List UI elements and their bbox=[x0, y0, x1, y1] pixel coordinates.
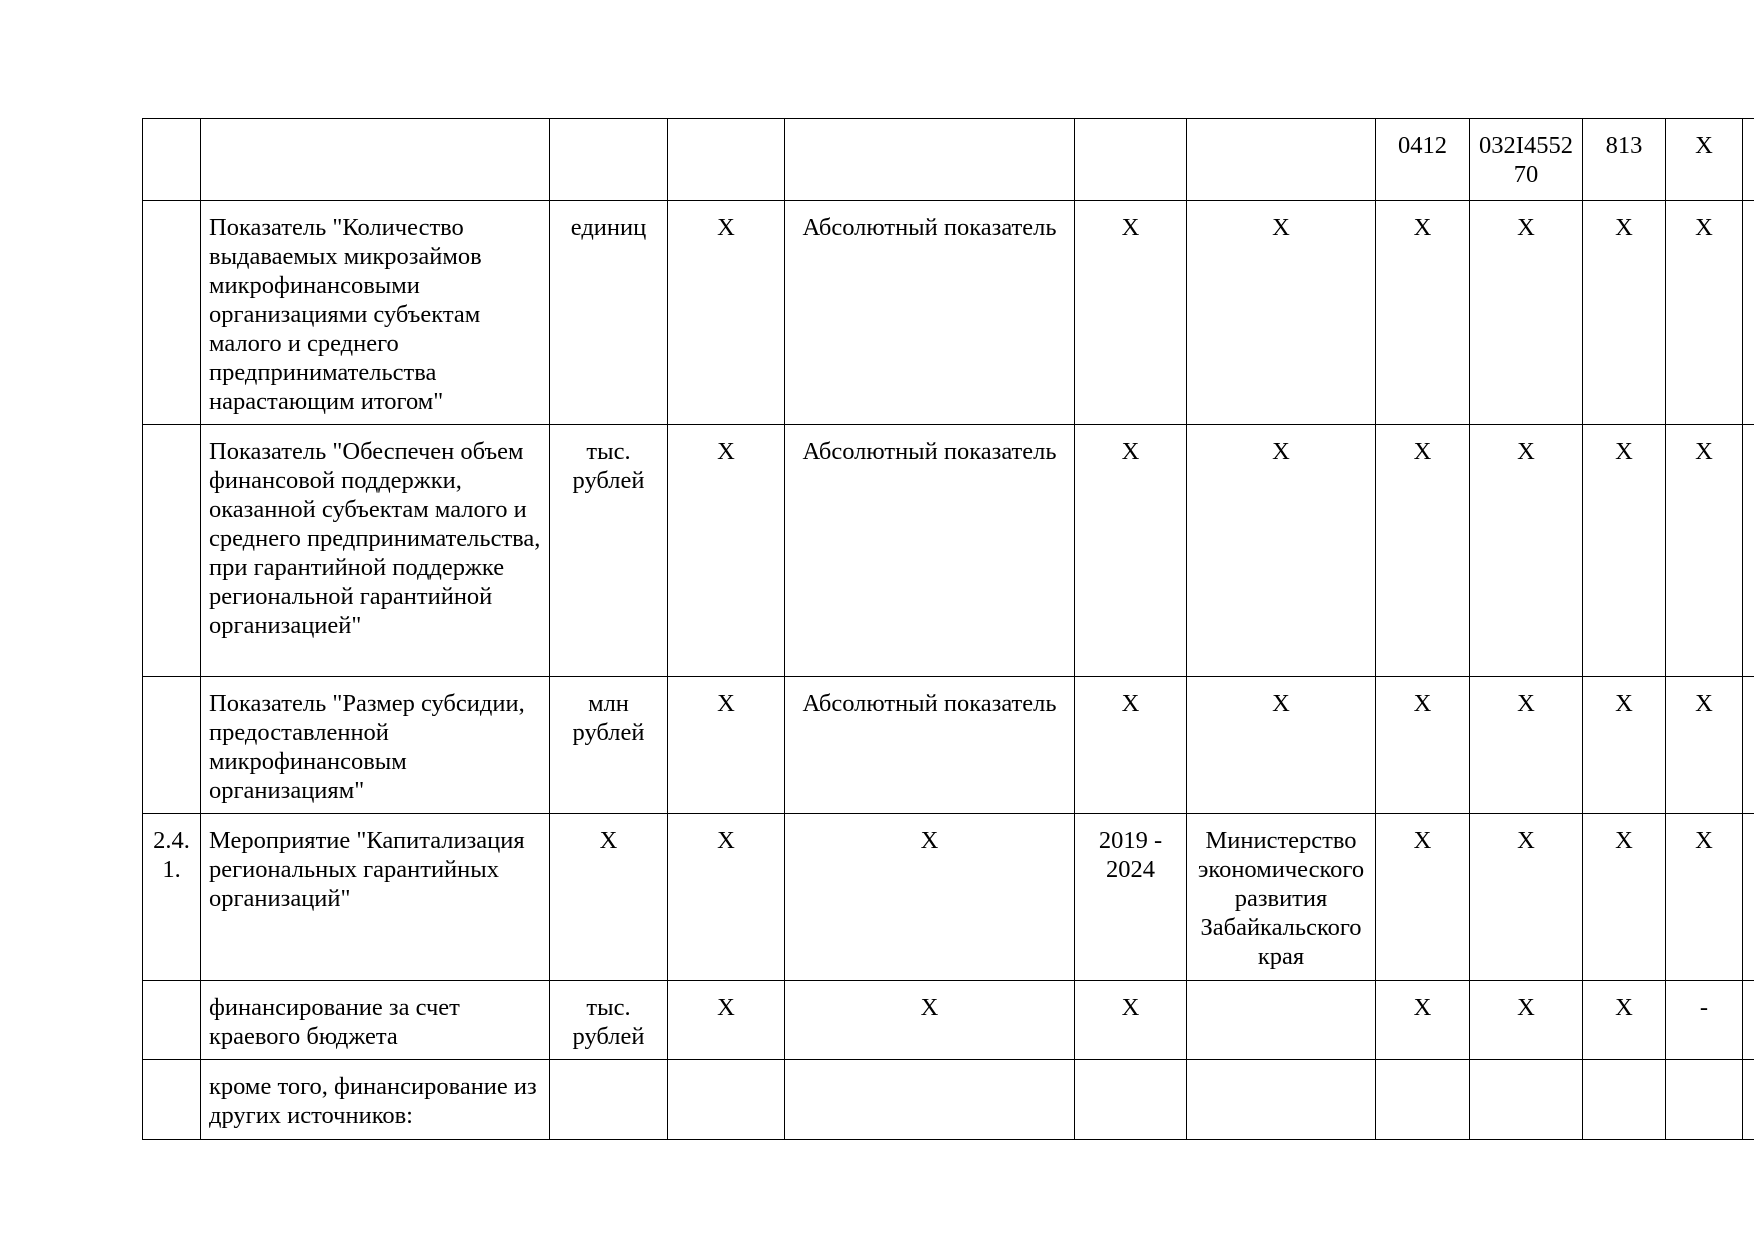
row-name bbox=[201, 119, 550, 201]
grbs-code-cell: X bbox=[1583, 201, 1666, 425]
executor-cell: X bbox=[1187, 425, 1376, 677]
section-code-cell: X bbox=[1376, 425, 1470, 677]
cell-col4: X bbox=[668, 981, 785, 1060]
row-name: Мероприятие "Капитализация региональных гарантийных организаций" bbox=[201, 814, 550, 981]
row-number: 2.4. 1. bbox=[143, 814, 201, 981]
row-name: финансирование за счет краевого бюджета bbox=[201, 981, 550, 1060]
cell-col11: X bbox=[1666, 677, 1743, 814]
executor-cell bbox=[1187, 1060, 1376, 1140]
section-code-cell: X bbox=[1376, 677, 1470, 814]
section-code-cell: X bbox=[1376, 981, 1470, 1060]
grbs-code-cell: X bbox=[1583, 814, 1666, 981]
method-cell: Абсолютный показатель bbox=[785, 677, 1075, 814]
row-name: кроме того, финансирование из других источников: bbox=[201, 1060, 550, 1140]
method-cell: X bbox=[785, 814, 1075, 981]
row-name: Показатель "Обеспечен объем финансовой поддержки, оказанной субъектам малого и среднего предпринимательства, при гарантийной поддержке региональной гарантийной организацией" bbox=[201, 425, 550, 677]
period-cell bbox=[1075, 1060, 1187, 1140]
table-row bbox=[143, 1060, 1754, 1140]
section-code-cell: X bbox=[1376, 814, 1470, 981]
period-cell: X bbox=[1075, 425, 1187, 677]
table-row bbox=[143, 981, 1754, 1060]
executor-cell: Министерство экономического развития Забайкальского края bbox=[1187, 814, 1376, 981]
executor-cell: X bbox=[1187, 677, 1376, 814]
row-number bbox=[143, 425, 201, 677]
cell-col12 bbox=[1743, 677, 1754, 814]
cell-col4: X bbox=[668, 677, 785, 814]
cell-col12 bbox=[1743, 425, 1754, 677]
row-number bbox=[143, 677, 201, 814]
grbs-code-cell: X bbox=[1583, 677, 1666, 814]
target-code-cell: 032I4552 70 bbox=[1470, 119, 1583, 201]
section-code-cell bbox=[1376, 1060, 1470, 1140]
row-name: Показатель "Размер субсидии, предоставленной микрофинансовым организациям" bbox=[201, 677, 550, 814]
grbs-code-cell: X bbox=[1583, 981, 1666, 1060]
table-row bbox=[143, 814, 1754, 981]
unit-cell: X bbox=[550, 814, 668, 981]
cell-col11: - bbox=[1666, 981, 1743, 1060]
section-code-cell: X bbox=[1376, 201, 1470, 425]
cell-col11: X bbox=[1666, 201, 1743, 425]
cell-col4 bbox=[668, 119, 785, 201]
cell-col11 bbox=[1666, 1060, 1743, 1140]
grbs-code-cell: X bbox=[1583, 425, 1666, 677]
row-name: Показатель "Количество выдаваемых микрозаймов микрофинансовыми организациями субъектам малого и среднего предпринимательства нарастающим итогом" bbox=[201, 201, 550, 425]
grbs-code-cell bbox=[1583, 1060, 1666, 1140]
period-cell: X bbox=[1075, 677, 1187, 814]
cell-col12 bbox=[1743, 814, 1754, 981]
cell-col11: X bbox=[1666, 814, 1743, 981]
section-code-cell: 0412 bbox=[1376, 119, 1470, 201]
table-row bbox=[143, 677, 1754, 814]
unit-cell: тыс. рублей bbox=[550, 981, 668, 1060]
cell-col4: X bbox=[668, 814, 785, 981]
program-table bbox=[142, 118, 1754, 1140]
table-row bbox=[143, 425, 1754, 677]
cell-col12 bbox=[1743, 981, 1754, 1060]
row-number bbox=[143, 981, 201, 1060]
method-cell: Абсолютный показатель bbox=[785, 425, 1075, 677]
cell-col11: X bbox=[1666, 119, 1743, 201]
target-code-cell: X bbox=[1470, 981, 1583, 1060]
table-row bbox=[143, 201, 1754, 425]
row-number bbox=[143, 1060, 201, 1140]
method-cell bbox=[785, 119, 1075, 201]
period-cell: X bbox=[1075, 981, 1187, 1060]
unit-cell bbox=[550, 1060, 668, 1140]
cell-col12 bbox=[1743, 119, 1754, 201]
target-code-cell: X bbox=[1470, 201, 1583, 425]
target-code-cell bbox=[1470, 1060, 1583, 1140]
unit-cell bbox=[550, 119, 668, 201]
cell-col4: X bbox=[668, 201, 785, 425]
method-cell: X bbox=[785, 981, 1075, 1060]
unit-cell: единиц bbox=[550, 201, 668, 425]
method-cell: Абсолютный показатель bbox=[785, 201, 1075, 425]
period-cell: 2019 - 2024 bbox=[1075, 814, 1187, 981]
period-cell: X bbox=[1075, 201, 1187, 425]
cell-col4: X bbox=[668, 425, 785, 677]
row-number bbox=[143, 201, 201, 425]
grbs-code-cell: 813 bbox=[1583, 119, 1666, 201]
executor-cell bbox=[1187, 981, 1376, 1060]
target-code-cell: X bbox=[1470, 814, 1583, 981]
table-row bbox=[143, 119, 1754, 201]
executor-cell: X bbox=[1187, 201, 1376, 425]
method-cell bbox=[785, 1060, 1075, 1140]
cell-col4 bbox=[668, 1060, 785, 1140]
executor-cell bbox=[1187, 119, 1376, 201]
cell-col11: X bbox=[1666, 425, 1743, 677]
cell-col12 bbox=[1743, 1060, 1754, 1140]
row-number bbox=[143, 119, 201, 201]
unit-cell: млн рублей bbox=[550, 677, 668, 814]
target-code-cell: X bbox=[1470, 677, 1583, 814]
unit-cell: тыс. рублей bbox=[550, 425, 668, 677]
period-cell bbox=[1075, 119, 1187, 201]
cell-col12 bbox=[1743, 201, 1754, 425]
target-code-cell: X bbox=[1470, 425, 1583, 677]
